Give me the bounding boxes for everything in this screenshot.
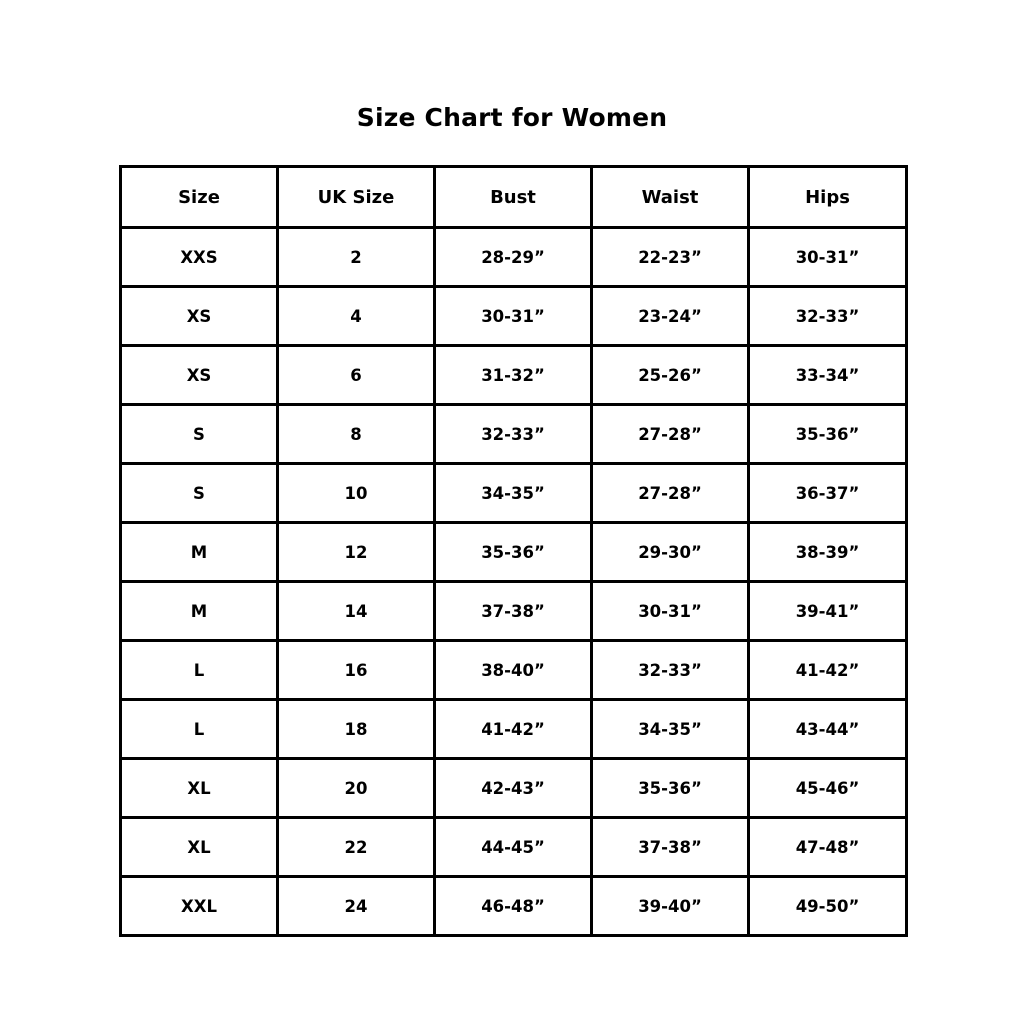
cell-uk-size: 24 (278, 877, 435, 936)
cell-size: XS (121, 287, 278, 346)
cell-size: L (121, 641, 278, 700)
cell-bust: 32-33” (435, 405, 592, 464)
page-title: Size Chart for Women (356, 103, 668, 132)
table-row (121, 759, 907, 818)
table-row (121, 641, 907, 700)
table-row (121, 464, 907, 523)
cell-bust: 34-35” (435, 464, 592, 523)
cell-hips: 39-41” (749, 582, 907, 641)
cell-size: S (121, 405, 278, 464)
table-row (121, 228, 907, 287)
cell-waist: 22-23” (592, 228, 749, 287)
cell-uk-size: 6 (278, 346, 435, 405)
cell-size: XXL (121, 877, 278, 936)
cell-waist: 27-28” (592, 464, 749, 523)
size-table (119, 165, 908, 937)
table-row (121, 877, 907, 936)
cell-uk-size: 20 (278, 759, 435, 818)
cell-uk-size: 4 (278, 287, 435, 346)
cell-size: M (121, 523, 278, 582)
cell-waist: 29-30” (592, 523, 749, 582)
cell-hips: 36-37” (749, 464, 907, 523)
cell-hips: 49-50” (749, 877, 907, 936)
cell-waist: 23-24” (592, 287, 749, 346)
cell-waist: 39-40” (592, 877, 749, 936)
cell-waist: 37-38” (592, 818, 749, 877)
table-row (121, 346, 907, 405)
cell-hips: 38-39” (749, 523, 907, 582)
column-header-waist: Waist (592, 167, 749, 228)
table-header-row (121, 167, 907, 228)
cell-bust: 44-45” (435, 818, 592, 877)
cell-bust: 31-32” (435, 346, 592, 405)
table-row (121, 287, 907, 346)
column-header-size: Size (121, 167, 278, 228)
cell-waist: 25-26” (592, 346, 749, 405)
table-body (121, 228, 907, 936)
cell-size: S (121, 464, 278, 523)
table-row (121, 700, 907, 759)
cell-bust: 28-29” (435, 228, 592, 287)
cell-hips: 45-46” (749, 759, 907, 818)
cell-hips: 47-48” (749, 818, 907, 877)
cell-size: XXS (121, 228, 278, 287)
table-header (121, 167, 907, 228)
table-row (121, 523, 907, 582)
cell-uk-size: 18 (278, 700, 435, 759)
cell-uk-size: 16 (278, 641, 435, 700)
cell-bust: 42-43” (435, 759, 592, 818)
cell-waist: 35-36” (592, 759, 749, 818)
size-table-container (119, 165, 905, 937)
cell-size: XL (121, 759, 278, 818)
cell-hips: 35-36” (749, 405, 907, 464)
cell-bust: 46-48” (435, 877, 592, 936)
cell-bust: 35-36” (435, 523, 592, 582)
column-header-bust: Bust (435, 167, 592, 228)
table-row (121, 405, 907, 464)
column-header-uk-size: UK Size (278, 167, 435, 228)
cell-waist: 30-31” (592, 582, 749, 641)
table-row (121, 582, 907, 641)
cell-bust: 37-38” (435, 582, 592, 641)
cell-waist: 32-33” (592, 641, 749, 700)
table-row (121, 818, 907, 877)
cell-uk-size: 10 (278, 464, 435, 523)
cell-bust: 38-40” (435, 641, 592, 700)
cell-hips: 43-44” (749, 700, 907, 759)
cell-bust: 30-31” (435, 287, 592, 346)
cell-size: XL (121, 818, 278, 877)
cell-waist: 34-35” (592, 700, 749, 759)
cell-size: L (121, 700, 278, 759)
cell-bust: 41-42” (435, 700, 592, 759)
cell-hips: 41-42” (749, 641, 907, 700)
cell-hips: 30-31” (749, 228, 907, 287)
cell-uk-size: 8 (278, 405, 435, 464)
cell-waist: 27-28” (592, 405, 749, 464)
cell-uk-size: 14 (278, 582, 435, 641)
cell-size: M (121, 582, 278, 641)
cell-uk-size: 22 (278, 818, 435, 877)
cell-uk-size: 12 (278, 523, 435, 582)
column-header-hips: Hips (749, 167, 907, 228)
cell-uk-size: 2 (278, 228, 435, 287)
cell-hips: 33-34” (749, 346, 907, 405)
cell-hips: 32-33” (749, 287, 907, 346)
cell-size: XS (121, 346, 278, 405)
